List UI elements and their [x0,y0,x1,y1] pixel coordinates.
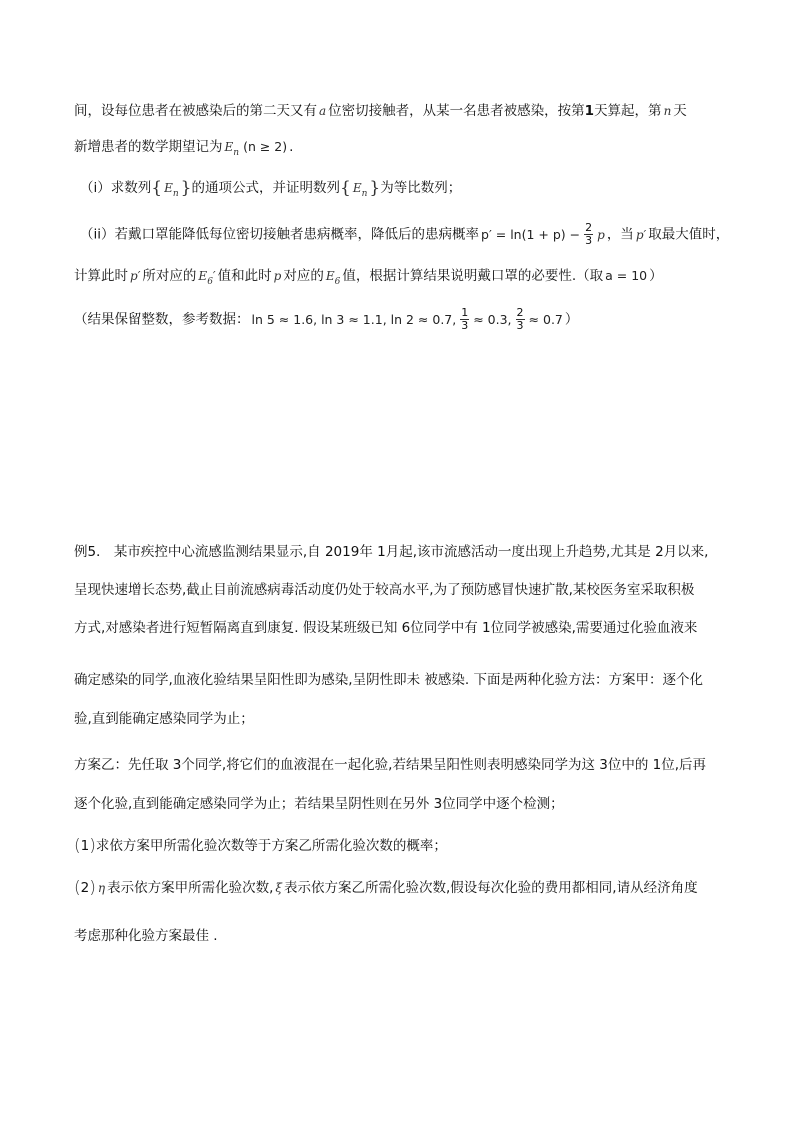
text: （结果保留整数，参考数据： [74,311,250,328]
E6: $E_6$ [325,269,341,287]
text: ，当 [606,226,634,243]
example5-line10: 考虑那种化验方案最佳 . [74,928,218,944]
text: （ii）若戴口罩能降低每位密切接触者患病概率，降低后的患病概率 [80,226,480,243]
text: 取最大值时， [648,226,730,243]
log-values: ln 5 ≈ 1.6, ln 3 ≈ 1.1, ln 2 ≈ 0.7, [251,311,457,327]
formula: p′ = ln(1 + p) − [481,226,581,242]
a-value: a = 10 [605,268,648,283]
period: . [289,139,294,155]
example5-question1: (1)求依方案甲所需化验次数等于方案乙所需化验次数的概率； [74,836,447,856]
seq-E-n: $E_n$ [352,181,368,199]
condition: (n ≥ 2) [243,139,288,154]
text: 天算起，第 [594,103,662,119]
example5-line4: 确定感染的同学,血液化验结果呈阳性即为感染,呈阴性即未 被感染. 下面是两种化验方法：方案甲：逐个化 [74,672,703,688]
text: 间，设每位患者在被感染后的第二天又有 [74,103,317,119]
seq-E-n: $E_n$ [164,181,179,199]
var-p: p [273,269,282,283]
question-number: 2 [80,880,90,896]
var-p: p [597,227,605,242]
text: 表示依方案甲所需化验次数, [107,880,274,896]
example5-line1: 例5． 某市疾控中心流感监测结果显示,自 2019年 1月起,该市流感活动一度出现上升趋势,尤其是 2月以来, [74,544,709,560]
text: 对应的 [283,268,324,284]
var-xi: ξ [275,881,282,895]
problem4-line1 [74,101,687,121]
text: 计算此时 [74,268,128,284]
text: 表示依方案乙所需化验次数,假设每次化验的费用都相同,请从经济角度 [283,880,698,896]
text: 天 [673,103,687,119]
problem4-part-ii [80,222,729,247]
example5-question2: (2) η 表示依方案甲所需化验次数, ξ 表示依方案乙所需化验次数,假设每次化验的费用都相同,请从经济角度 [74,878,698,898]
text: 新增患者的数学期望记为 [74,139,223,155]
E-n: $E_n$ [224,140,240,158]
var-p-prime: p′ [130,269,141,283]
example5-line5: 验,直到能确定感染同学为止； [74,711,254,727]
var-n: n [663,104,672,118]
var-a: a [319,104,327,118]
example5-line7: 逐个化验,直到能确定感染同学为止；若结果呈阴性则在另外 3位同学中逐个检测； [74,796,564,812]
text: （i）求数列 [80,180,152,196]
text: 的通项公式，并证明数列 [191,180,340,196]
fraction-1-3: $\frac{1}{3}$ [461,306,469,332]
fraction-2-3: $\frac{2}{3}$ [516,306,524,332]
question-number: 1 [80,838,90,854]
text: 位密切接触者，从某一名患者被感染，按第 [328,103,585,119]
E6-prime: $E_6'$ [198,269,216,287]
var-eta: η [97,881,106,895]
var-p-prime: p′ [635,227,647,242]
num-1: 1 [584,103,595,119]
fraction-2-3: $\frac{2}{3}$ [585,221,593,247]
text: 所对应的 [142,268,197,284]
problem4-part-i: （i）求数列{ $E_n$ }的通项公式，并证明数列{ $E_n$ }为等比数列； [80,178,462,199]
problem4-reference-data: （结果保留整数，参考数据： ln 5 ≈ 1.6, ln 3 ≈ 1.1, ln 2 ≈ 0.7, $\frac{1}{3}$ ≈ 0.3, $\frac{2}{3}$ ≈ 0.7 ） [74,306,579,332]
text: 值，根据计算结果说明戴口罩的必要性.（取 [342,268,604,284]
problem4-line5: 计算此时 p′ 所对应的 $E_6'$ 值和此时 p 对应的 $E_6$ 值，根据计算结果说明戴口罩的必要性.（取 a = 10 ） [74,268,663,287]
example5-line3: 方式,对感染者进行短暂隔离直到康复. 假设某班级已知 6位同学中有 1位同学被感染,需要通过化验血液来 [74,620,698,636]
text: 为等比数列； [380,180,462,196]
example5-line6: 方案乙：先任取 3个同学,将它们的血液混在一起化验,若结果呈阳性则表明感染同学为这 3位中的 1位,后再 [74,757,707,773]
text: 求依方案甲所需化验次数等于方案乙所需化验次数的概率； [95,838,447,854]
example5-line2: 呈现快速增长态势,截止目前流感病毒活动度仍处于较高水平,为了预防感冒快速扩散,某校医务室采取积极 [74,582,695,598]
problem4-line2 [74,137,293,163]
text: 值和此时 [217,268,272,284]
